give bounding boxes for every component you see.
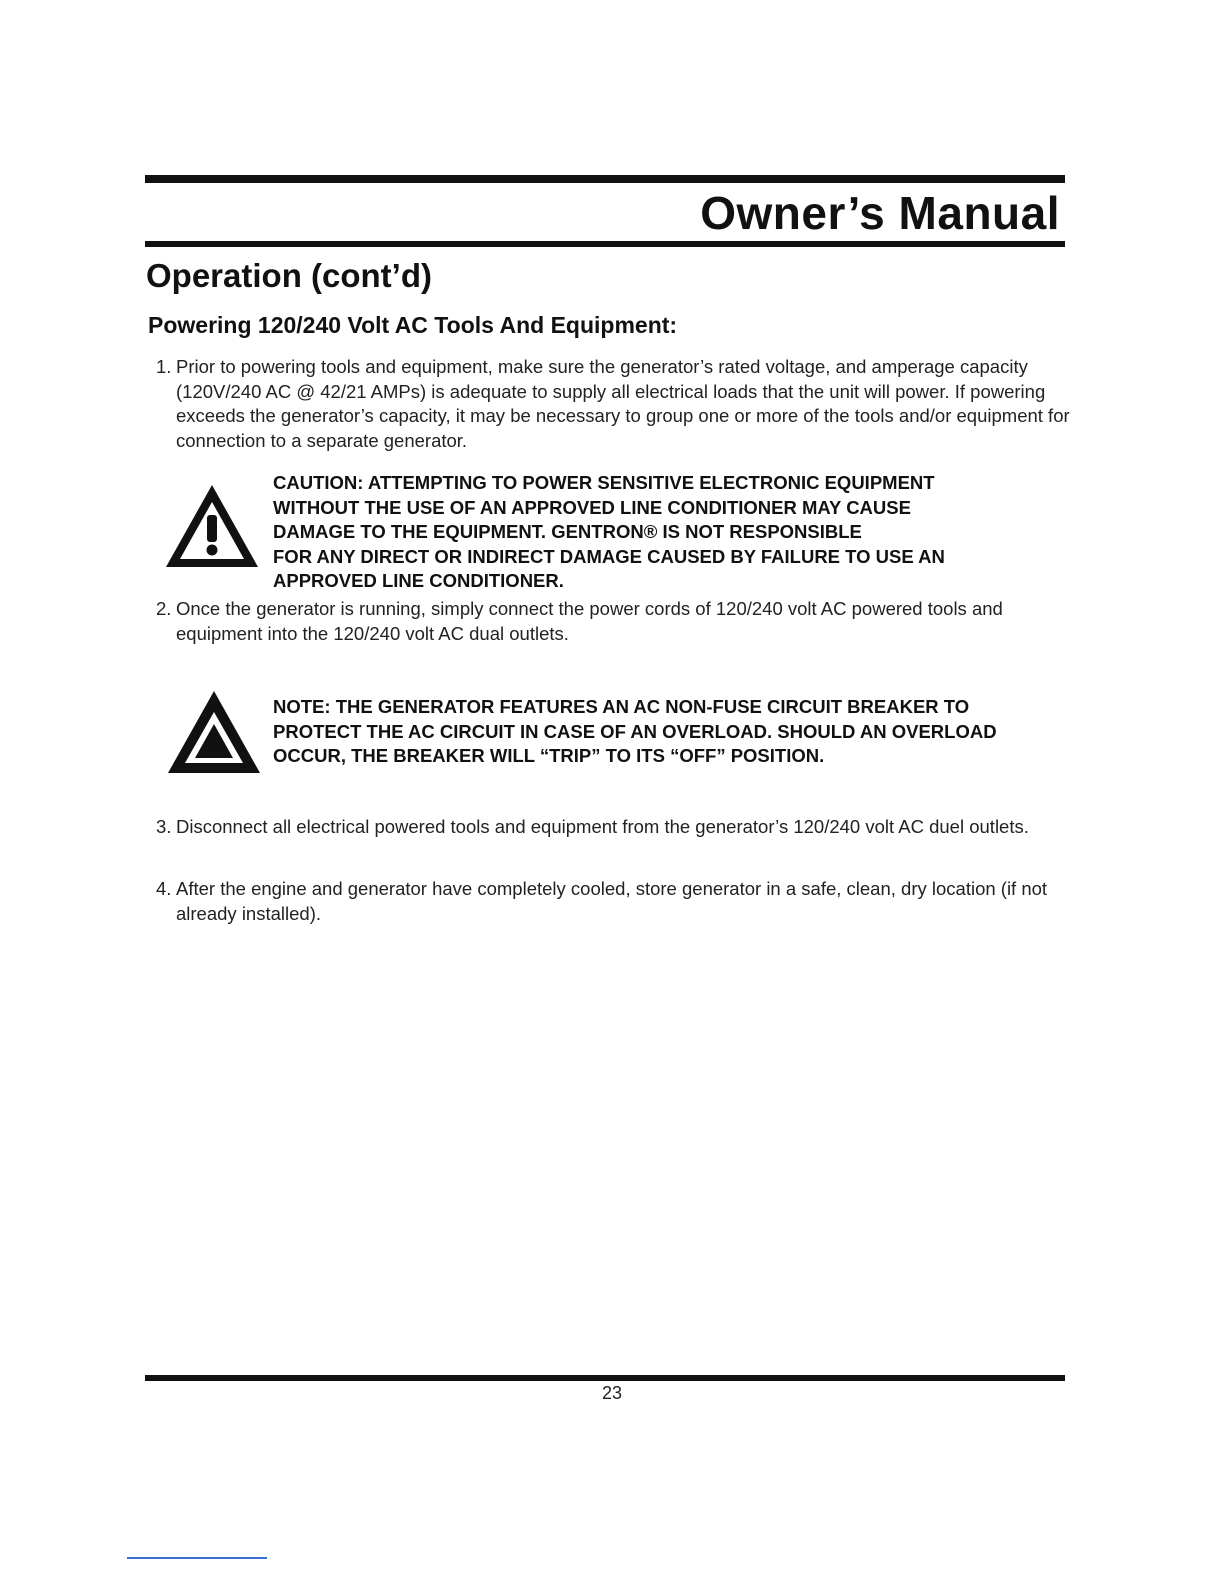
list-item — [156, 597, 1086, 646]
exclamation-warning-icon — [164, 482, 260, 569]
list-item — [156, 877, 1086, 926]
footer-rule — [145, 1375, 1065, 1381]
scan-artifact-line — [127, 1557, 267, 1559]
note-line: PROTECT THE AC CIRCUIT IN CASE OF AN OVERLOAD. SHOULD AN OVERLOAD — [273, 720, 997, 742]
page-number: 23 — [601, 1383, 623, 1403]
caution-line: WITHOUT THE USE OF AN APPROVED LINE CONDITIONER MAY CAUSE — [273, 496, 911, 518]
step-number: 1. — [156, 356, 172, 377]
caution-line: FOR ANY DIRECT OR INDIRECT DAMAGE CAUSED BY FAILURE TO USE AN — [273, 545, 945, 567]
step-text: Disconnect all electrical powered tools and equipment from the generator’s 120/240 volt AC duel outlets. — [176, 816, 1029, 837]
list-item — [156, 815, 1086, 840]
step-text: Prior to powering tools and equipment, make sure the generator’s rated voltage, and amperage capacity (120V/240 AC @ 42/21 AMPs) is adequate to supply all electrical loads that the unit will power. If powering exceeds the generator’s capacity, it may be necessary to group one or more of the tools and/or equipment for connection to a separate generator. — [176, 356, 1070, 451]
note-line: OCCUR, THE BREAKER WILL “TRIP” TO ITS “OFF” POSITION. — [273, 745, 825, 766]
step-number: 2. — [156, 598, 172, 619]
manual-title: Owner’s Manual — [700, 187, 1060, 239]
subsection-title: Powering 120/240 Volt AC Tools And Equipment: — [148, 312, 678, 338]
caution-line: DAMAGE TO THE EQUIPMENT. GENTRON® IS NOT RESPONSIBLE — [273, 521, 862, 542]
caution-notice — [273, 471, 1103, 594]
note-triangle-icon — [166, 688, 262, 775]
header-bottom-rule — [145, 241, 1065, 247]
step-text: After the engine and generator have completely cooled, store generator in a safe, clean, dry location (if not already installed). — [176, 878, 1048, 924]
step-text: Once the generator is running, simply connect the power cords of 120/240 volt AC powered tools and equipment into the 120/240 volt AC dual outlets. — [176, 598, 1003, 644]
list-item — [156, 355, 1086, 453]
section-title: Operation (cont’d) — [146, 257, 432, 294]
step-number: 4. — [156, 878, 172, 899]
caution-line: APPROVED LINE CONDITIONER. — [273, 570, 564, 591]
note-line: NOTE: THE GENERATOR FEATURES AN AC NON-FUSE CIRCUIT BREAKER TO — [273, 696, 970, 717]
header-top-rule — [145, 175, 1065, 183]
note-notice — [273, 695, 1103, 769]
step-number: 3. — [156, 816, 172, 837]
caution-line: CAUTION: ATTEMPTING TO POWER SENSITIVE ELECTRONIC EQUIPMENT — [273, 472, 935, 493]
